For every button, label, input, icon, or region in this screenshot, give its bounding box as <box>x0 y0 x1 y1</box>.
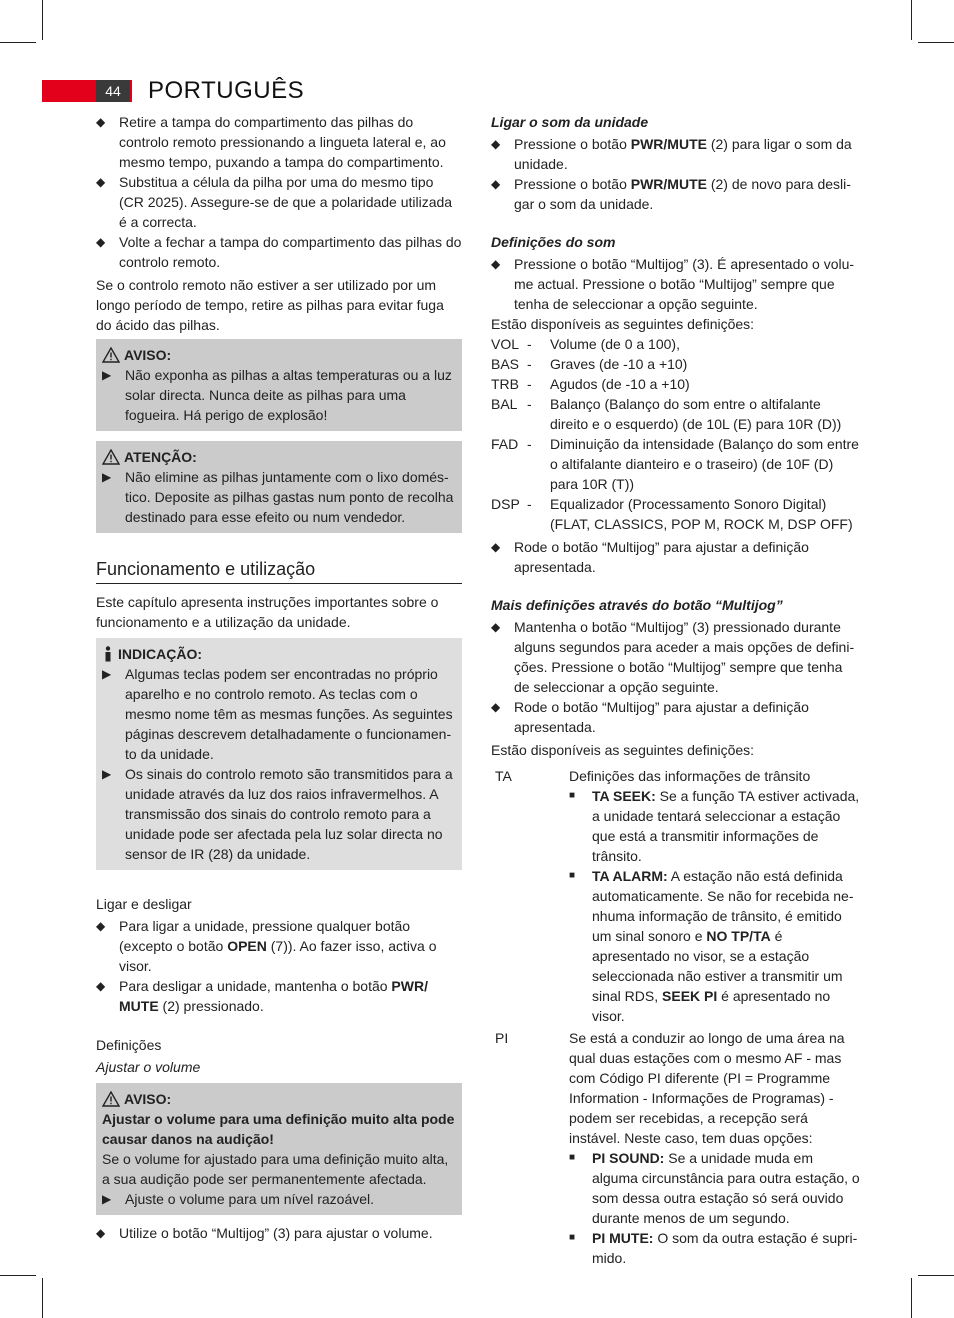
definition-row: FAD - Diminuição da intensidade (Balanço do som entre o altifalante dianteiro e o traseiro) (de 10F (D) para 10R (T)) <box>491 436 859 492</box>
subheading: Ligar e desligar <box>96 896 192 912</box>
arrow-icon: ▶ <box>102 667 112 681</box>
crop-mark <box>911 1278 912 1318</box>
note-box <box>96 638 462 870</box>
definition-row: BAS - Graves (de -10 a +10) <box>491 356 688 372</box>
warning-title: AVISO: <box>102 1089 456 1109</box>
subheading-italic: Definições do som <box>491 234 616 250</box>
diamond-icon: ◆ <box>96 1226 106 1240</box>
list-item: ◆ Volte a fechar a tampa do compartimento das pilhas do controlo remoto. <box>96 234 462 270</box>
page-number: 44 <box>96 80 130 102</box>
list-item: ▶ Os sinais do controlo remoto são transmitidos para a unidade através da luz dos raios infravermelhos. A transmissão dos sinais do controlo remoto para a unidade pode ser afectada pela luz solar directa no sensor de IR (28) da unidade. <box>102 766 453 862</box>
caution-box <box>96 441 462 533</box>
list-item: ◆ Pressione o botão PWR/MUTE (2) de novo para desligar o som da unidade. <box>491 176 851 212</box>
settings-row-ta: TA Definições das informações de trânsito ■ TA SEEK: Se a função TA estiver activada, a unidade tentará seleccionar a estação que está a transmitir informações de trânsito. ■ TA ALARM: A estação não está definida automaticamente. Se não for recebida nenhuma informação de trânsito, é emitido um sinal sonoro e NO TP/TA é apresentado no visor, se a estação seleccionada não estiver a transmitir um sinal RDS, SEEK PI é apresentado no visor. <box>495 768 860 1024</box>
settings-row-pi: PI Se está a conduzir ao longo de uma área na qual duas estações com o mesmo AF - mas com Código PI diferente (PI = Programme Information - Informações de Programas) - podem ser recebidas, a recepção será instável. Neste caso, tem duas opções: ■ PI SOUND: Se a unidade muda em alguma circunstância para outra estação, o som dessa outra estação só será ouvido durante menos de um segundo. ■ PI MUTE: O som da outra estação é suprimido. <box>495 1030 860 1266</box>
subheading-italic: Ajustar o volume <box>96 1059 201 1075</box>
list-item: ▶ Ajuste o volume para um nível razoável. <box>102 1191 375 1207</box>
crop-mark <box>0 1275 36 1276</box>
arrow-icon: ▶ <box>102 767 112 781</box>
list-item: ◆ Para desligar a unidade, mantenha o botão PWR/ MUTE (2) pressionado. <box>96 978 428 1014</box>
list-item: ◆ Para ligar a unidade, pressione qualquer botão (excepto o botão OPEN (7)). Ao fazer isso, activa o visor. <box>96 918 437 974</box>
list-item: ▶ Não exponha as pilhas a altas temperaturas ou a luz solar directa. Nunca deite as pilhas para uma fogueira. Há perigo de explosão! <box>102 367 452 423</box>
list-item: ■ PI SOUND: Se a unidade muda em alguma circunstância para outra estação, o som dessa outra estação só será ouvido durante menos de um segundo. <box>569 1150 860 1226</box>
square-bullet-icon: ■ <box>569 870 576 881</box>
list-item: ▶ Não elimine as pilhas juntamente com o lixo doméstico. Deposite as pilhas gastas num ponto de recolha destinado para esse efeito ou num vendedor. <box>102 469 454 525</box>
diamond-icon: ◆ <box>96 979 106 993</box>
list-item: ◆ Rode o botão “Multijog” para ajustar a definição apresentada. <box>491 699 809 735</box>
right-column <box>491 112 861 1268</box>
warning-title: AVISO: <box>102 345 456 365</box>
paragraph: Estão disponíveis as seguintes definições: <box>491 742 755 758</box>
list-item: ■ PI MUTE: O som da outra estação é suprimido. <box>569 1230 858 1266</box>
square-bullet-icon: ■ <box>569 1152 576 1163</box>
arrow-icon: ▶ <box>102 470 112 484</box>
list-item: ◆ Retire a tampa do compartimento das pilhas do controlo remoto pressionando a lingueta lateral e, ao mesmo tempo, puxando a tampa do compartimento. <box>96 114 446 170</box>
diamond-icon: ◆ <box>491 177 501 191</box>
diamond-icon: ◆ <box>491 540 501 554</box>
list-item: ◆ Substitua a célula da pilha por uma do mesmo tipo (CR 2025). Assegure-se de que a polaridade utilizada é a correcta. <box>96 174 453 230</box>
crop-mark <box>918 42 954 43</box>
diamond-icon: ◆ <box>96 919 106 933</box>
crop-mark <box>0 42 36 43</box>
warning-triangle-icon <box>102 347 120 363</box>
warning-bold-text: Ajustar o volume para uma definição muito alta pode causar danos na audição! <box>102 1111 455 1147</box>
square-bullet-icon: ■ <box>569 1232 576 1243</box>
note-title: INDICAÇÃO: <box>102 644 456 664</box>
warning-box <box>96 339 462 431</box>
warning-box <box>96 1083 462 1215</box>
crop-mark <box>918 1275 954 1276</box>
list-item: ◆ Rode o botão “Multijog” para ajustar a definição apresentada. <box>491 539 809 575</box>
list-item: ■ TA SEEK: Se a função TA estiver activada, a unidade tentará seleccionar a estação que está a transmitir informações de trânsito. <box>569 788 860 864</box>
caution-title: ATENÇÃO: <box>102 447 456 467</box>
list-item: ◆ Mantenha o botão “Multijog” (3) pressionado durante alguns segundos para aceder a mais opções de definições. Pressione o botão “Multijog” sempre que tenha de seleccionar a opção seguinte. <box>491 619 855 695</box>
subheading: Definições <box>96 1037 162 1053</box>
crop-mark <box>911 0 912 40</box>
paragraph: Estão disponíveis as seguintes definições: <box>491 316 755 332</box>
list-item: ◆ Pressione o botão PWR/MUTE (2) para ligar o som da unidade. <box>491 136 852 172</box>
page-title: PORTUGUÊS <box>148 77 305 104</box>
paragraph: Se o controlo remoto não estiver a ser utilizado por um longo período de tempo, retire as pilhas para evitar fuga do ácido das pilhas. <box>96 277 444 333</box>
square-bullet-icon: ■ <box>569 790 576 801</box>
paragraph: Este capítulo apresenta instruções importantes sobre o funcionamento e a utilização da unidade. <box>96 594 439 630</box>
definition-row: DSP - Equalizador (Processamento Sonoro Digital) (FLAT, CLASSICS, POP M, ROCK M, DSP OFF) <box>491 496 853 532</box>
subheading-italic: Ligar o som da unidade <box>491 114 649 130</box>
arrow-icon: ▶ <box>102 1192 112 1206</box>
list-item: ◆ Utilize o botão “Multijog” (3) para ajustar o volume. <box>96 1225 433 1241</box>
left-column <box>96 112 462 1243</box>
diamond-icon: ◆ <box>491 700 501 714</box>
definition-row: BAL - Balanço (Balanço do som entre o altifalante direito e o esquerdo) (de 10L (E) para 10R (D)) <box>491 396 842 432</box>
diamond-icon: ◆ <box>491 620 501 634</box>
subheading-italic: Mais definições através do botão “Multijog” <box>491 597 783 613</box>
list-item: ◆ Pressione o botão “Multijog” (3). É apresentado o volume actual. Pressione o botão “Multijog” sempre que tenha de seleccionar a opção seguinte. <box>491 256 855 312</box>
warning-text: Se o volume for ajustado para uma definição muito alta, a sua audição pode ser permanentemente afectada. <box>102 1151 449 1187</box>
crop-mark <box>42 1278 43 1318</box>
definition-row: VOL - Volume (de 0 a 100), <box>491 336 680 352</box>
definition-row: TRB - Agudos (de -10 a +10) <box>491 376 690 392</box>
diamond-icon: ◆ <box>96 235 106 249</box>
section-heading: Funcionamento e utilização <box>96 557 462 584</box>
diamond-icon: ◆ <box>96 175 106 189</box>
warning-triangle-icon <box>102 1091 120 1107</box>
list-item: ▶ Algumas teclas podem ser encontradas no próprio aparelho e no controlo remoto. As teclas com o mesmo nome têm as mesmas funções. As seguintes páginas descrevem detalhadamente o funcionamento da unidade. <box>102 666 453 762</box>
info-icon <box>102 646 114 662</box>
diamond-icon: ◆ <box>491 257 501 271</box>
crop-mark <box>42 0 43 40</box>
list-item: ■ TA ALARM: A estação não está definida automaticamente. Se não for recebida nenhuma informação de trânsito, é emitido um sinal sonoro e NO TP/TA é apresentado no visor, se a estação seleccionada não estiver a transmitir um sinal RDS, SEEK PI é apresentado no visor. <box>569 868 854 1024</box>
diamond-icon: ◆ <box>96 115 106 129</box>
arrow-icon: ▶ <box>102 368 112 382</box>
warning-triangle-icon <box>102 449 120 465</box>
diamond-icon: ◆ <box>491 137 501 151</box>
